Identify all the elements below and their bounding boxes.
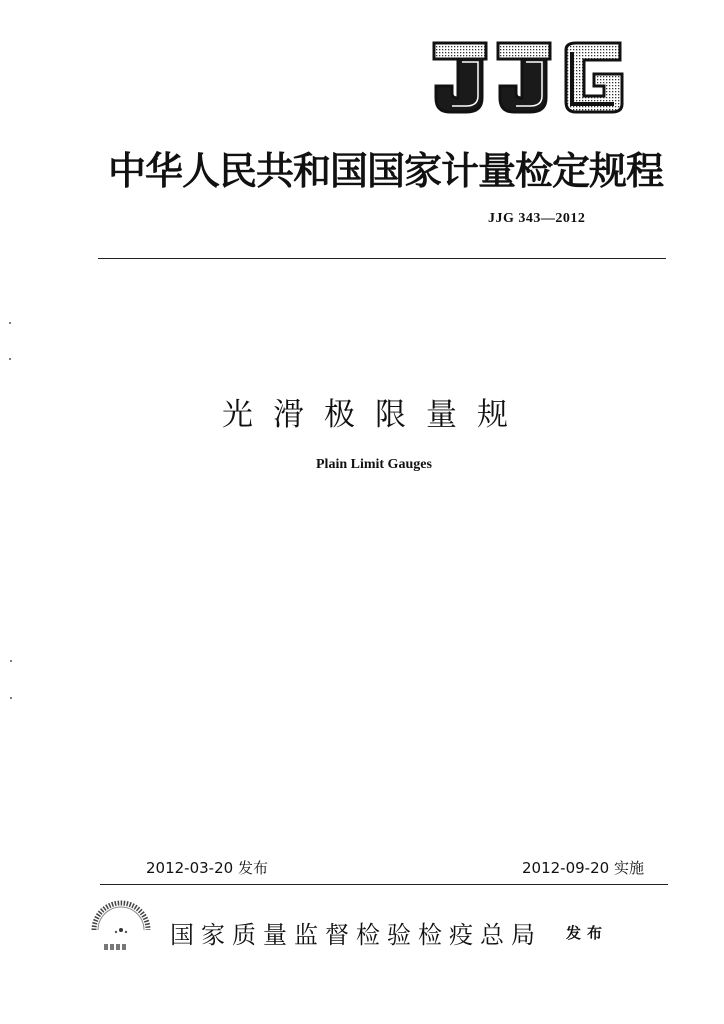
issue-label: 发布 — [566, 924, 609, 942]
bottom-divider — [100, 884, 668, 885]
document-title-english: Plain Limit Gauges — [316, 457, 432, 472]
scan-speck — [9, 322, 11, 324]
document-title-chinese: 光滑极限量规 — [222, 397, 528, 433]
issuing-authority: 国家质量监督检验检疫总局 — [170, 921, 542, 949]
scan-speck — [9, 358, 11, 360]
issue-date: 2012-03-20 发布 — [146, 859, 268, 877]
scan-speck — [10, 697, 12, 699]
issuer-seal — [86, 896, 156, 956]
jjg-logo — [430, 40, 628, 116]
regulation-series-title: 中华人民共和国国家计量检定规程 — [108, 148, 664, 193]
scan-speck — [10, 660, 12, 662]
effective-date: 2012-09-20 实施 — [522, 859, 644, 877]
top-divider — [98, 258, 666, 259]
standard-number: JJG 343—2012 — [488, 211, 586, 226]
